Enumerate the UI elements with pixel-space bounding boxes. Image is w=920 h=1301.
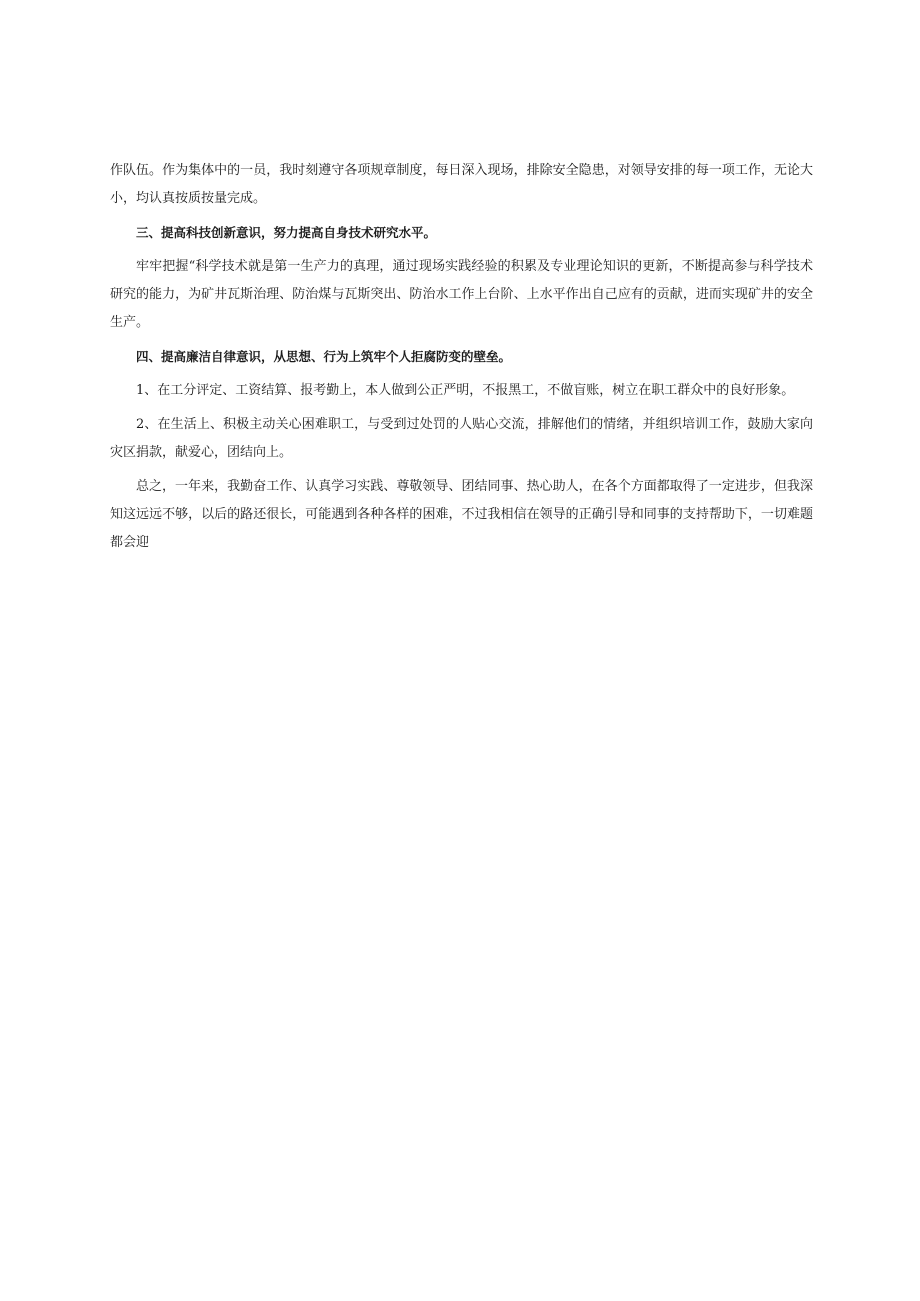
paragraph-summary: 总之，一年来，我勤奋工作、认真学习实践、尊敬领导、团结同事、热心助人，在各个方面都取得了一定进步，但我深知这远远不够，以后的路还很长，可能遇到各种各样的困难，不过我相信在领导的正确引导和同事的支持帮助下，一切难题都会迎: [110, 479, 813, 550]
paragraph-integrity-item-2: 2、在生活上、积极主动关心困难职工，与受到过处罚的人贴心交流，排解他们的情绪，并组织培训工作，鼓励大家向灾区捐款，献爱心，团结向上。: [110, 417, 813, 460]
paragraph-team-continuation: 作队伍。作为集体中的一员，我时刻遵守各项规章制度，每日深入现场，排除安全隐患，对领导安排的每一项工作，无论大小，均认真按质按量完成。: [110, 163, 813, 206]
section-heading-tech-innovation: 三、提高科技创新意识，努力提高自身技术研究水平。: [136, 225, 437, 240]
paragraph-integrity-item-1: 1、在工分评定、工资结算、报考勤上，本人做到公正严明，不报黑工，不做盲账，树立在职工群众中的良好形象。: [136, 383, 795, 398]
section-heading-integrity: 四、提高廉洁自律意识，从思想、行为上筑牢个人拒腐防变的壁垒。: [136, 349, 512, 364]
paragraph-tech-research: 牢牢把握“科学技术就是第一生产力的真理，通过现场实践经验的积累及专业理论知识的更新，不断提高参与科学技术研究的能力，为矿井瓦斯治理、防治煤与瓦斯突出、防治水工作上台阶、上水平作出自己应有的贡献，进而实现矿井的安全生产。: [110, 259, 813, 330]
document-page: [110, 157, 813, 563]
